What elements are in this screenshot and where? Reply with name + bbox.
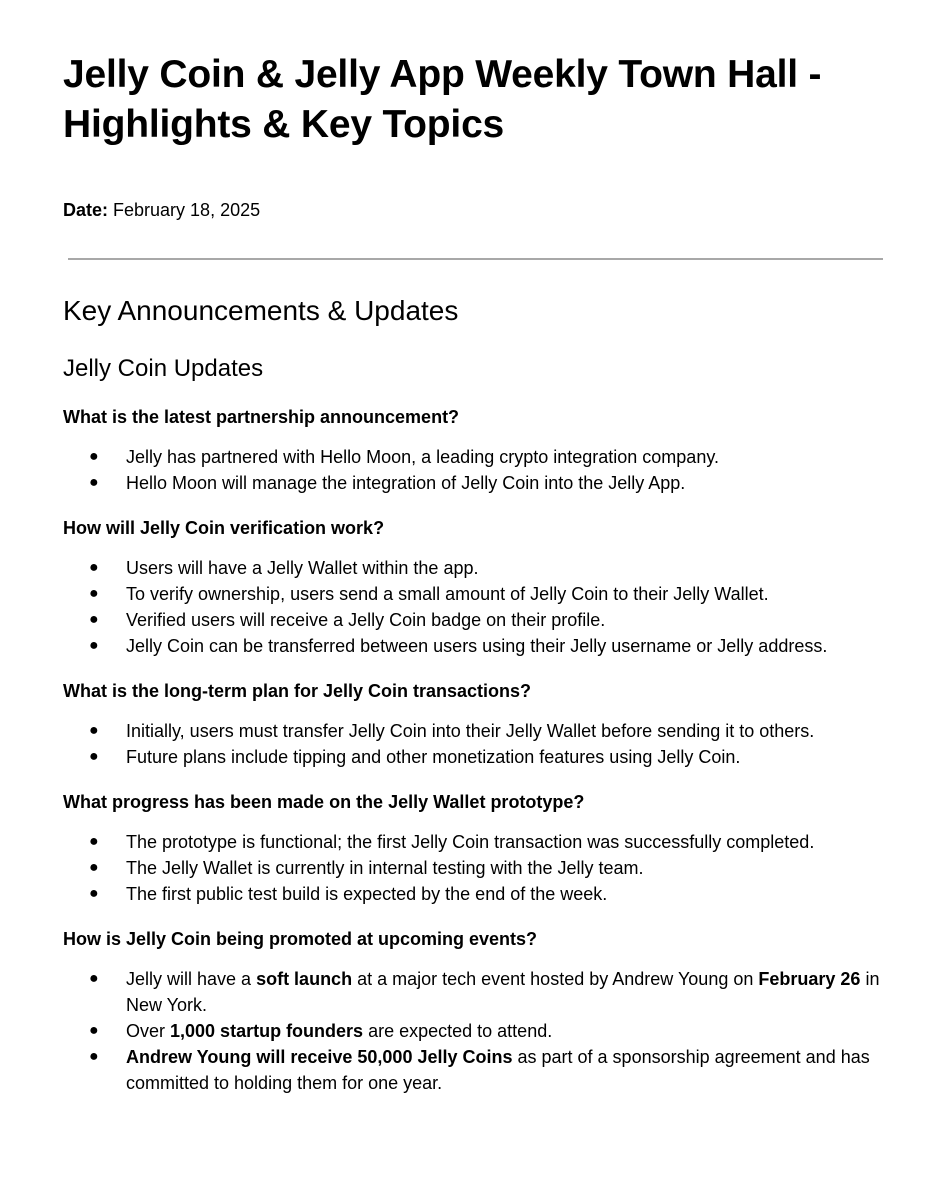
list-item	[63, 744, 893, 770]
list-item	[63, 470, 893, 496]
item-text: Jelly will have a	[126, 969, 257, 989]
qa-sections	[63, 406, 893, 1117]
date-label: Date:	[63, 200, 109, 220]
list-item	[63, 1018, 893, 1044]
bullet-icon: ●	[89, 611, 99, 628]
item-text: Hello Moon will manage the integration of Jelly Coin into the Jelly App.	[126, 473, 686, 493]
date-value: February 18, 2025	[108, 200, 261, 220]
item-text: Jelly Coin can be transferred between users using their Jelly username or Jelly address.	[126, 636, 828, 656]
date-line	[63, 199, 260, 221]
item-text: Jelly has partnered with Hello Moon, a leading crypto integration company.	[126, 447, 719, 467]
item-text: Over	[126, 1021, 171, 1041]
subsection-heading: Jelly Coin Updates	[63, 355, 264, 382]
item-text: The prototype is functional; the first Jelly Coin transaction was successfully completed.	[126, 832, 815, 852]
bullet-icon: ●	[89, 637, 99, 654]
bold-text: soft launch	[256, 969, 353, 989]
list-item	[63, 1044, 893, 1096]
item-text: Users will have a Jelly Wallet within the app.	[126, 558, 479, 578]
bullet-icon: ●	[89, 859, 99, 876]
list-item	[63, 444, 893, 470]
bullet-list	[63, 718, 893, 770]
question-heading: What is the latest partnership announcement?	[63, 407, 460, 427]
question-heading: What progress has been made on the Jelly Wallet prototype?	[63, 792, 585, 812]
bold-text: 1,000 startup founders	[170, 1021, 364, 1041]
item-text: The first public test build is expected by the end of the week.	[126, 884, 608, 904]
item-text: To verify ownership, users send a small amount of Jelly Coin to their Jelly Wallet.	[126, 584, 769, 604]
question-heading: How will Jelly Coin verification work?	[63, 518, 385, 538]
item-text: as part of a sponsorship agreement and has committed to holding them for one year.	[126, 1047, 870, 1093]
question-heading: How is Jelly Coin being promoted at upcoming events?	[63, 929, 538, 949]
bullet-icon: ●	[89, 1048, 99, 1065]
list-item	[63, 718, 893, 744]
list-item	[63, 881, 893, 907]
list-item	[63, 555, 893, 581]
bullet-list	[63, 444, 893, 496]
bullet-icon: ●	[89, 585, 99, 602]
question-heading: What is the long-term plan for Jelly Coin transactions?	[63, 681, 532, 701]
list-item	[63, 855, 893, 881]
bullet-list	[63, 966, 893, 1096]
bullet-icon: ●	[89, 970, 99, 987]
item-text: at a major tech event hosted by Andrew Young on	[352, 969, 759, 989]
bold-text: Andrew Young will receive 50,000 Jelly Coins	[126, 1047, 513, 1067]
item-text: The Jelly Wallet is currently in internal testing with the Jelly team.	[126, 858, 644, 878]
bullet-icon: ●	[89, 833, 99, 850]
list-item	[63, 633, 893, 659]
bullet-icon: ●	[89, 1022, 99, 1039]
item-text: Verified users will receive a Jelly Coin badge on their profile.	[126, 610, 606, 630]
bullet-icon: ●	[89, 722, 99, 739]
horizontal-divider	[68, 258, 883, 260]
list-item	[63, 966, 893, 1018]
section-heading: Key Announcements & Updates	[63, 295, 459, 326]
bullet-icon: ●	[89, 559, 99, 576]
bullet-icon: ●	[89, 748, 99, 765]
item-text: in New York.	[126, 969, 880, 1015]
bullet-icon: ●	[89, 448, 99, 465]
bullet-list	[63, 555, 893, 659]
list-item	[63, 581, 893, 607]
item-text: Initially, users must transfer Jelly Coin into their Jelly Wallet before sending it to others.	[126, 721, 815, 741]
document-title: Jelly Coin & Jelly App Weekly Town Hall - Highlights & Key Topics	[63, 53, 822, 146]
bullet-list	[63, 829, 893, 907]
item-text: are expected to attend.	[363, 1021, 553, 1041]
bullet-icon: ●	[89, 474, 99, 491]
item-text: Future plans include tipping and other monetization features using Jelly Coin.	[126, 747, 741, 767]
bullet-icon: ●	[89, 885, 99, 902]
list-item	[63, 829, 893, 855]
bold-text: February 26	[758, 969, 861, 989]
list-item	[63, 607, 893, 633]
